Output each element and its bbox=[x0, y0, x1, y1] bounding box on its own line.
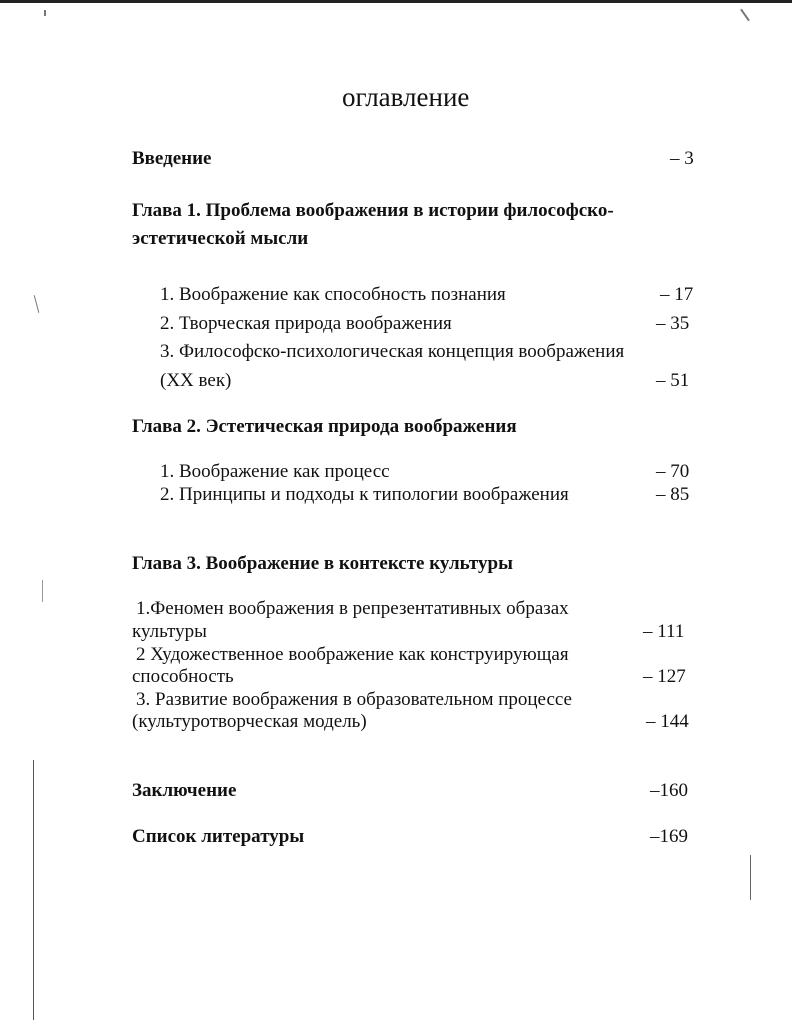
scan-mark bbox=[42, 580, 43, 602]
toc-item-text: 1.Феномен воображения в репрезентативных образах bbox=[136, 598, 569, 619]
scan-top-border bbox=[0, 0, 792, 3]
page-title: оглавление bbox=[342, 82, 470, 112]
toc-item-text: 2. Принципы и подходы к типологии воображения bbox=[160, 484, 569, 505]
chapter-3-heading: Глава 3. Воображение в контексте культуры bbox=[132, 553, 513, 574]
scan-mark bbox=[750, 855, 751, 900]
toc-item-page: – 127 bbox=[643, 666, 686, 687]
toc-item-text-cont: (XX век) bbox=[160, 370, 232, 391]
toc-item-text: 2. Творческая природа воображения bbox=[160, 313, 452, 334]
toc-item-text: 3. Философско-психологическая концепция воображения bbox=[160, 341, 625, 362]
toc-item-page: – 111 bbox=[643, 621, 685, 642]
toc-item-text: 1. Воображение как способность познания bbox=[160, 284, 506, 305]
toc-item-page: – 35 bbox=[656, 313, 690, 334]
toc-item-page: – 51 bbox=[656, 370, 690, 391]
introduction-label: Введение bbox=[132, 148, 212, 169]
introduction-page: – 3 bbox=[670, 148, 694, 169]
chapter-1-heading-cont: эстетической мысли bbox=[132, 228, 309, 249]
toc-item-text-cont: (культуротворческая модель) bbox=[132, 711, 367, 732]
toc-item-text: 1. Воображение как процесс bbox=[160, 461, 390, 482]
chapter-1-heading: Глава 1. Проблема воображения в истории философско- bbox=[132, 200, 614, 221]
toc-item-text-cont: культуры bbox=[132, 621, 207, 642]
toc-item-text: 2 Художественное воображение как конструирующая bbox=[136, 644, 569, 665]
toc-item-page: – 85 bbox=[656, 484, 690, 505]
bibliography-label: Список литературы bbox=[132, 826, 305, 847]
toc-item-text-cont: способность bbox=[132, 666, 234, 687]
scan-mark bbox=[34, 295, 40, 313]
scan-mark bbox=[44, 10, 46, 16]
toc-item-text: 3. Развитие воображения в образовательном процессе bbox=[136, 689, 572, 710]
scan-mark bbox=[33, 760, 34, 1020]
toc-item-page: – 70 bbox=[656, 461, 690, 482]
conclusion-page: –160 bbox=[650, 780, 688, 801]
conclusion-label: Заключение bbox=[132, 780, 237, 801]
chapter-2-heading: Глава 2. Эстетическая природа воображения bbox=[132, 416, 517, 437]
bibliography-page: –169 bbox=[650, 826, 688, 847]
toc-item-page: – 144 bbox=[646, 711, 689, 732]
scan-mark bbox=[740, 9, 750, 22]
toc-item-page: – 17 bbox=[660, 284, 694, 305]
